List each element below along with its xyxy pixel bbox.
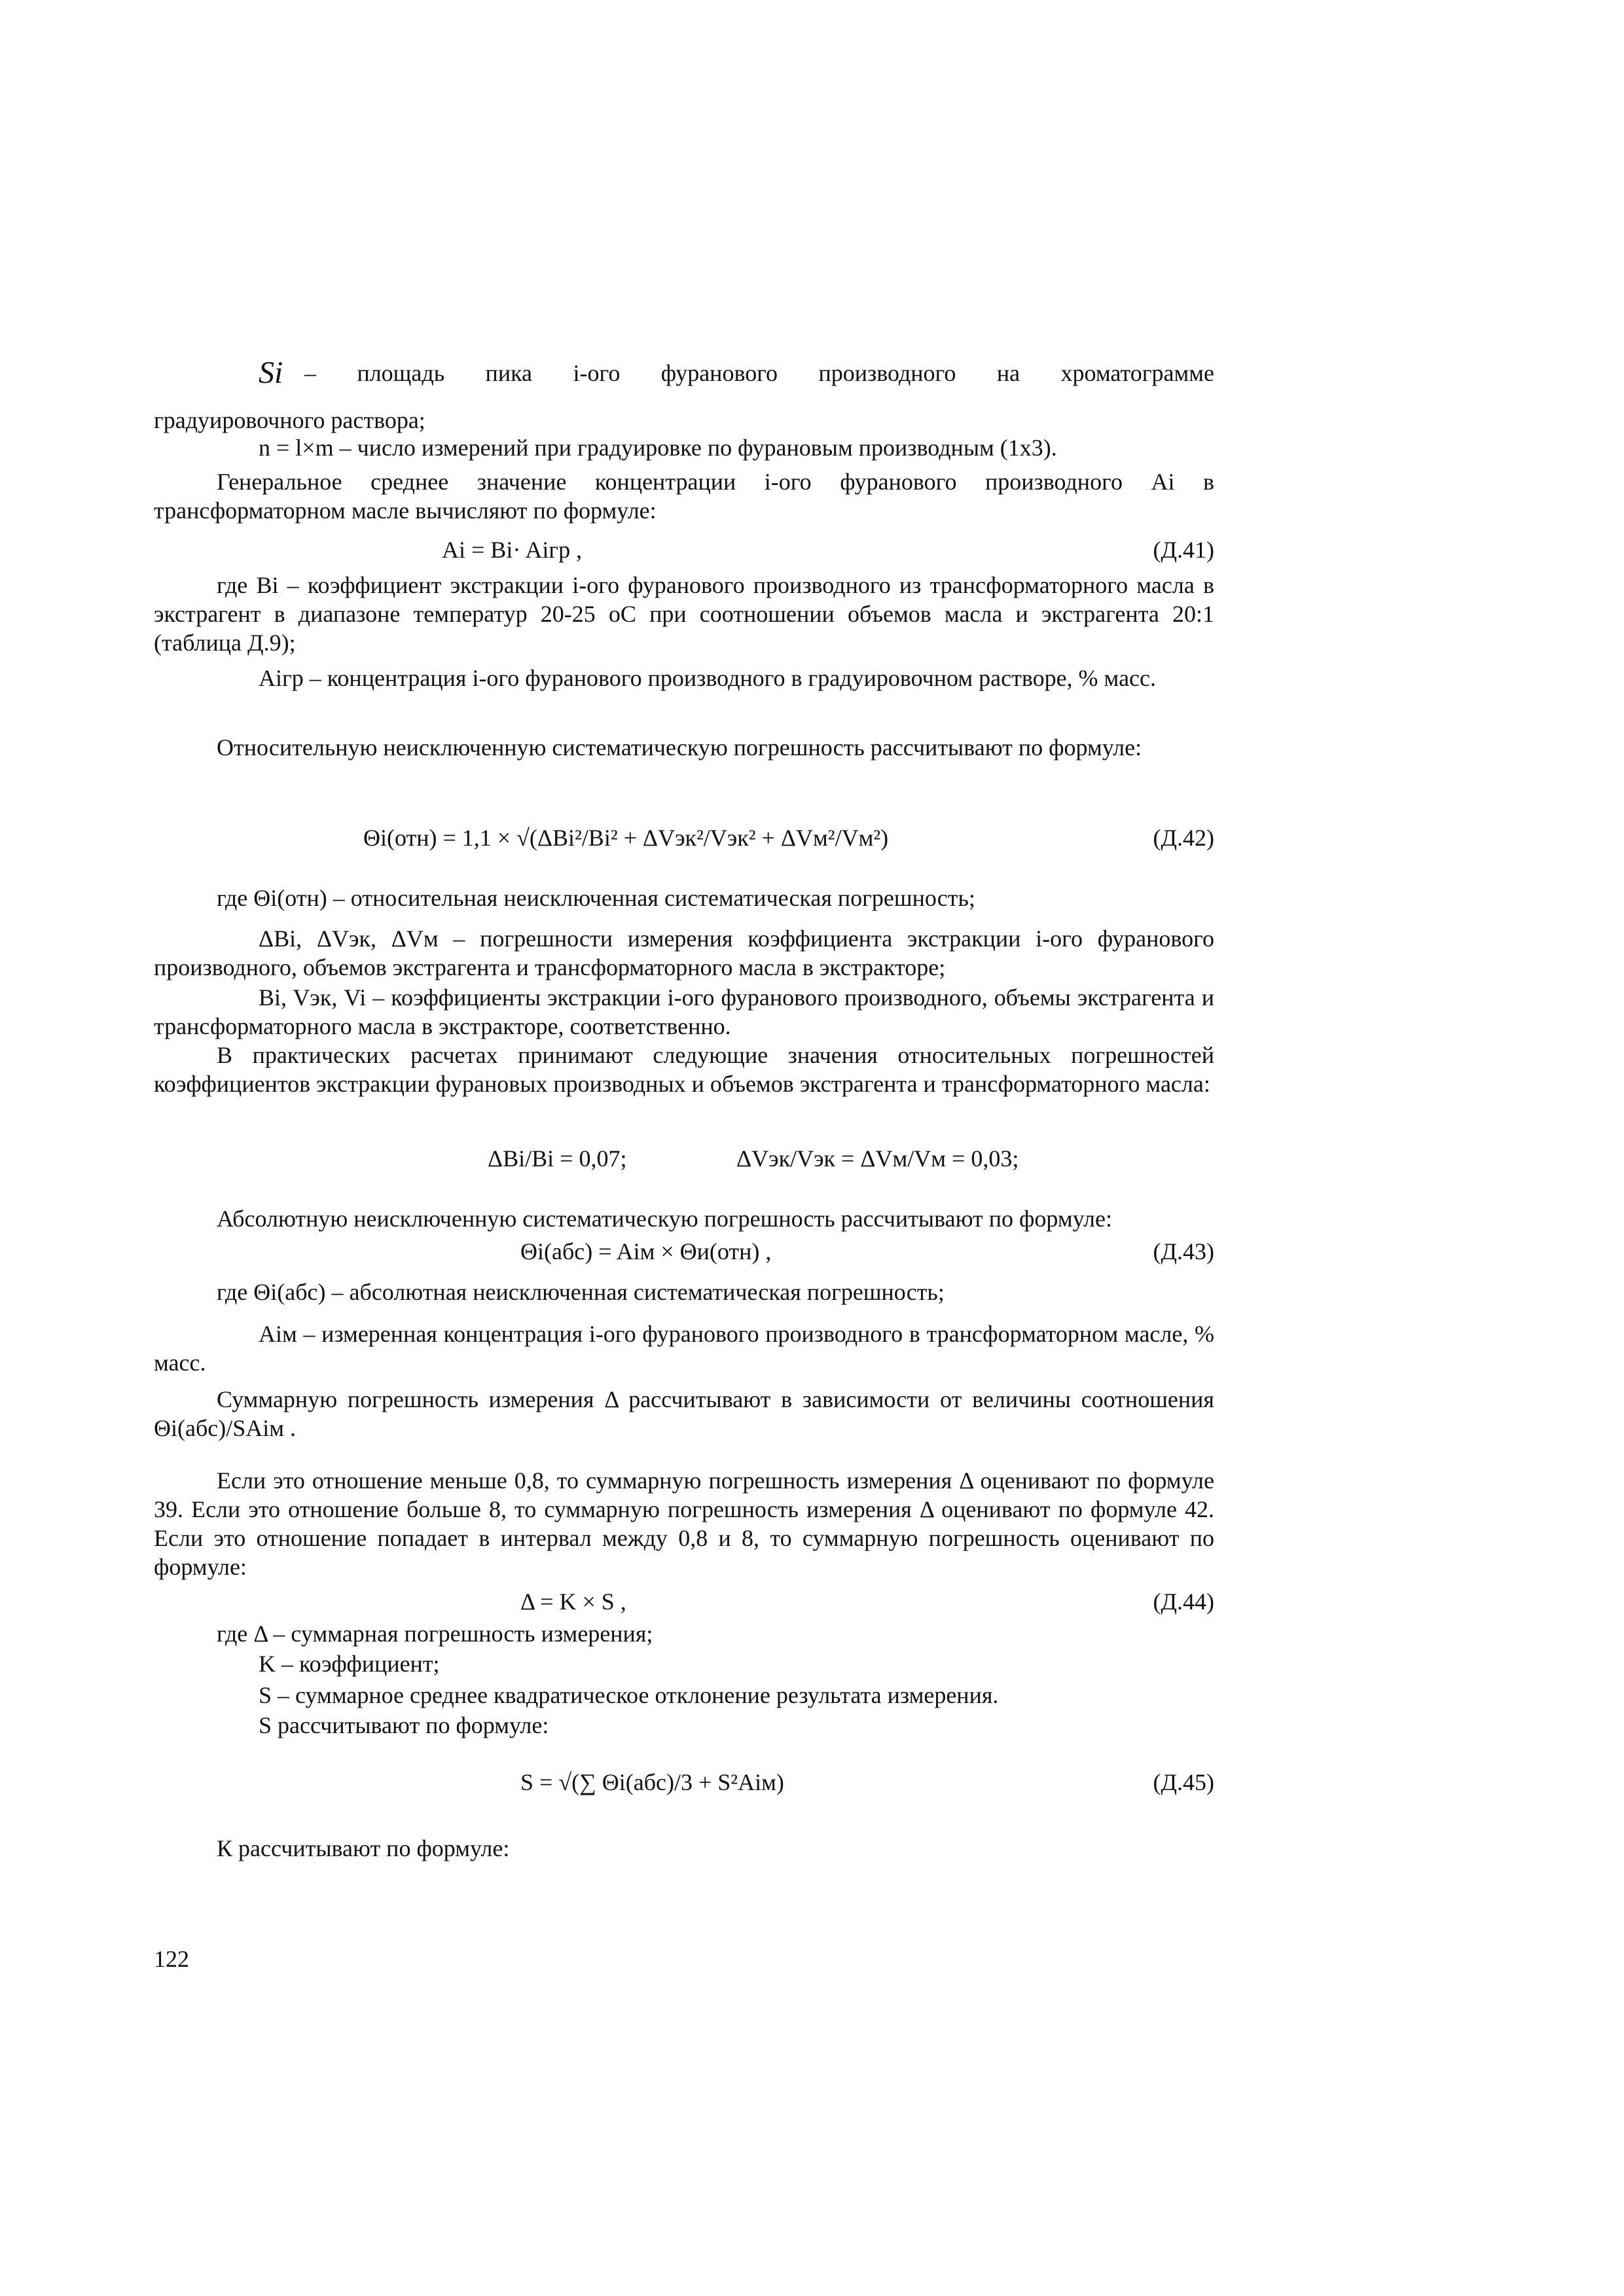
- equation-d43-number: (Д.43): [1153, 1238, 1214, 1265]
- si-symbol: Si: [259, 355, 283, 390]
- equation-d45-number: (Д.45): [1153, 1769, 1214, 1795]
- paragraph-where-delta: где Δ – суммарная погрешность измерения;: [217, 1621, 653, 1647]
- equation-values-b: ΔBi/Bi = 0,07;: [488, 1145, 627, 1172]
- equation-d41-formula: Ai = Bi· Aiгр ,: [442, 537, 583, 563]
- equation-d42-number: (Д.42): [1153, 825, 1214, 851]
- paragraph-relative: Относительную неисключенную систематическую погрешность рассчитывают по формуле:: [217, 734, 1142, 761]
- equation-d44: [154, 1585, 1214, 1618]
- paragraph-practical: В практических расчетах принимают следующие значения относительных погрешностей коэффициентов экстракции фурановых производных и объемов экстрагента и трансформаторного масла:: [154, 1042, 1214, 1097]
- paragraph-k: K – коэффициент;: [259, 1651, 440, 1677]
- paragraph-aim: Aiм – измеренная концентрация i-ого фуранового производного в трансформаторном масле, % масс.: [154, 1321, 1214, 1376]
- equation-d44-formula: Δ = K × S ,: [520, 1588, 626, 1615]
- paragraph-k-calc: К рассчитывают по формуле:: [217, 1835, 510, 1861]
- paragraph-if: Если это отношение меньше 0,8, то суммарную погрешность измерения Δ оценивают по формуле 39. Если это отношение больше 8, то суммарную погрешность измерения Δ оценивают по формуле 42. Если это отношение попадает в интервал между 0,8 и 8, то суммарную погрешность оценивают по формуле:: [154, 1467, 1214, 1580]
- paragraph-theta-rel: где Θi(отн) – относительная неисключенная систематическая погрешность;: [217, 885, 975, 911]
- paragraph-s: S – суммарное среднее квадратическое отклонение результата измерения.: [259, 1682, 999, 1708]
- paragraph-summary: Суммарную погрешность измерения Δ рассчитывают в зависимости от величины соотношения Θi(абс)/SAiм .: [154, 1386, 1214, 1441]
- equation-d43-formula: Θi(абс) = Aiм × Θи(отн) ,: [520, 1238, 772, 1265]
- paragraph-bvv: Bi, Vэк, Vi – коэффициенты экстракции i-ого фуранового производного, объемы экстрагента и трансформаторного масла в экстракторе, соответственно.: [154, 984, 1214, 1039]
- equation-d44-number: (Д.44): [1153, 1588, 1214, 1615]
- paragraph-delta-errors: ΔBi, ΔVэк, ΔVм – погрешности измерения коэффициента экстракции i-ого фуранового производного, объемов экстрагента и трансформаторного масла в экстракторе;: [154, 925, 1214, 980]
- si-continuation: градуировочного раствора;: [154, 407, 425, 433]
- equation-d41-number: (Д.41): [1153, 537, 1214, 563]
- equation-d43: [154, 1234, 1214, 1268]
- si-line: [154, 355, 1214, 390]
- paragraph-s-calc: S рассчитывают по формуле:: [259, 1712, 549, 1738]
- paragraph-theta-abs: где Θi(абс) – абсолютная неисключенная систематическая погрешность;: [217, 1279, 945, 1305]
- equation-values: [154, 1129, 1214, 1188]
- equation-d42-formula: Θi(отн) = 1,1 × √(ΔBi²/Bi² + ΔVэк²/Vэк² + ΔVм²/Vм²): [363, 825, 889, 851]
- paragraph-general-mean: Генеральное среднее значение концентрации i-ого фуранового производного Ai в трансформаторном масле вычисляют по формуле:: [154, 469, 1214, 524]
- page-number: 122: [154, 1946, 189, 1972]
- equation-d45: [154, 1746, 1214, 1818]
- paragraph-bi: где Bi – коэффициент экстракции i-ого фуранового производного из трансформаторного масла в экстрагент в диапазоне температур 20-25 оС при соотношении объемов масла и экстрагента 20:1 (таблица Д.9);: [154, 572, 1214, 656]
- si-text: – площадь пика i-ого фуранового производного на хроматограмме: [304, 360, 1214, 386]
- paragraph-agr: Aiгр – концентрация i-ого фуранового производного в градуировочном растворе, % масс.: [259, 665, 1157, 691]
- equation-d45-formula: S = √(∑ Θi(абс)/3 + S²Aiм): [520, 1769, 784, 1795]
- equation-values-v: ΔVэк/Vэк = ΔVм/Vм = 0,03;: [736, 1145, 1019, 1172]
- equation-d42: [154, 802, 1214, 874]
- n-definition: n = l×m – число измерений при градуировке по фурановым производным (1х3).: [259, 435, 1057, 461]
- equation-d41: [154, 533, 1214, 566]
- paragraph-absolute: Абсолютную неисключенную систематическую погрешность рассчитывают по формуле:: [217, 1206, 1112, 1232]
